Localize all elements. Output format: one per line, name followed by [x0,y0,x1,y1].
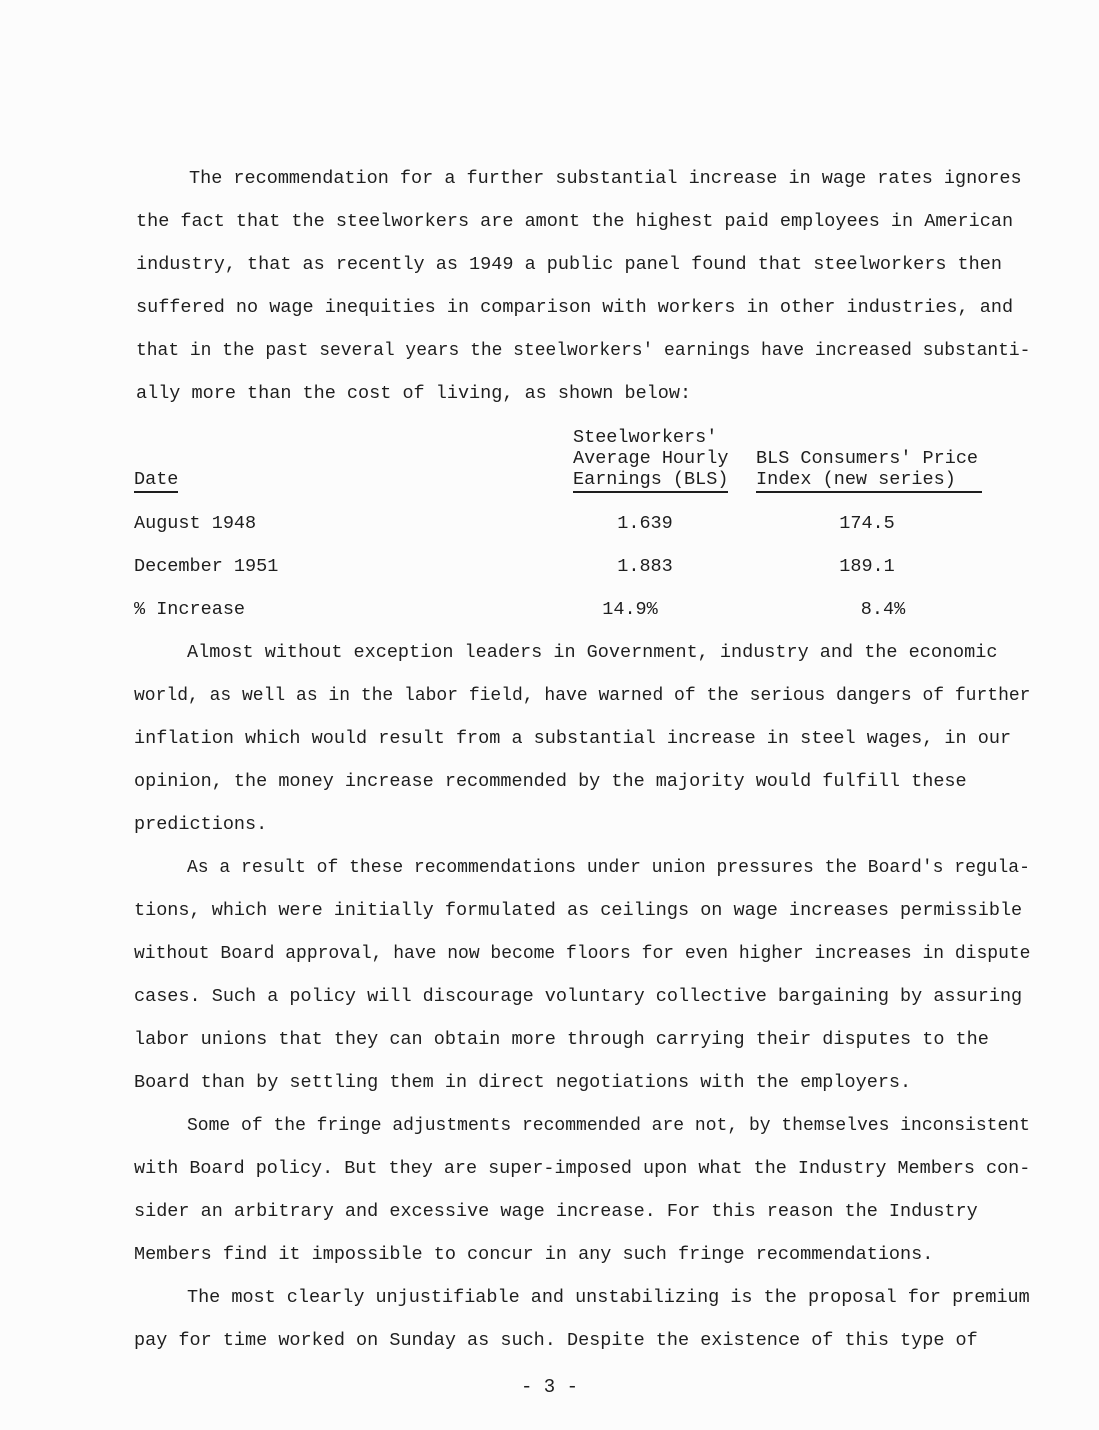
text-line: Board than by settling them in direct negotiations with the employers. [134,1072,912,1093]
row-3-earnings: 14.9% [602,599,658,620]
row-2-date: December 1951 [134,556,279,577]
cpi-header-line-2 [756,469,982,491]
row-1-cpi: 174.5 [839,513,895,534]
text-line: Almost without exception leaders in Government, industry and the economic [187,642,998,663]
earnings-header-line-3 [573,469,728,491]
row-2-earnings: 1.883 [617,556,673,577]
earnings-header-line-2: Average Hourly [573,448,729,469]
row-2-cpi: 189.1 [839,556,895,577]
text-line: labor unions that they can obtain more through carrying their disputes to the [134,1029,989,1050]
text-line: the fact that the steelworkers are amont the highest paid employees in American [136,211,1014,232]
text-line: pay for time worked on Sunday as such. Despite the existence of this type of [134,1330,978,1351]
text-line: that in the past several years the steelworkers' earnings have increased substanti- [136,340,1031,361]
text-line: inflation which would result from a substantial increase in steel wages, in our [134,728,1012,749]
text-line: world, as well as in the labor field, have warned of the serious dangers of further [134,685,1031,706]
text-line: industry, that as recently as 1949 a public panel found that steelworkers then [136,254,1002,275]
text-line: opinion, the money increase recommended by the majority would fulfill these [134,771,967,792]
row-3-cpi: 8.4% [860,599,906,620]
row-3-date: % Increase [134,599,246,620]
cpi-header-line-1: BLS Consumers' Price [756,448,979,469]
text-line: ally more than the cost of living, as shown below: [136,383,692,404]
date-header [134,469,178,491]
text-line: The recommendation for a further substantial increase in wage rates ignores [189,168,1022,189]
earnings-header-underlined: Earnings (BLS) [573,469,728,493]
text-line: Some of the fringe adjustments recommended are not, by themselves inconsistent [187,1115,1030,1136]
text-line: As a result of these recommendations under union pressures the Board's regula- [187,857,1030,878]
text-line: tions, which were initially formulated as ceilings on wage increases permissible [134,900,1023,921]
row-1-date: August 1948 [134,513,257,534]
date-header-underlined: Date [134,469,178,493]
text-line: without Board approval, have now become floors for even higher increases in dispute [134,943,1031,964]
text-line: The most clearly unjustifiable and unstabilizing is the proposal for premium [187,1287,1030,1308]
text-line: suffered no wage inequities in comparison with workers in other industries, and [136,297,1014,318]
text-line: cases. Such a policy will discourage voluntary collective bargaining by assuring [134,986,1023,1007]
text-line: sider an arbitrary and excessive wage increase. For this reason the Industry [134,1201,978,1222]
cpi-header-underlined: Index (new series) [756,469,982,493]
text-line: predictions. [134,814,268,835]
text-line: Members find it impossible to concur in any such fringe recommendations. [134,1244,934,1265]
row-1-earnings: 1.639 [617,513,673,534]
page-number: - 3 - [520,1376,578,1398]
earnings-header-line-1: Steelworkers' [573,427,718,448]
text-line: with Board policy. But they are super-imposed upon what the Industry Members con- [134,1158,1031,1179]
